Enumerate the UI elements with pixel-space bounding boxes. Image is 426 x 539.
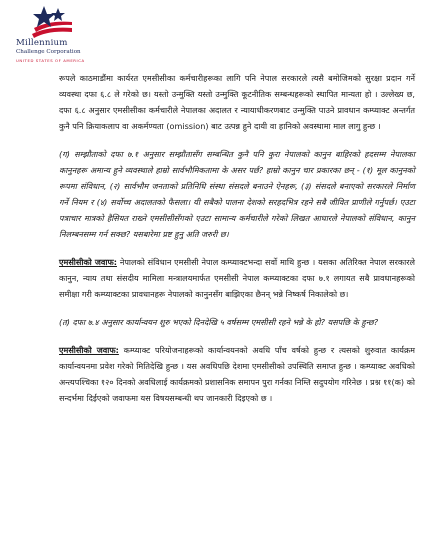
- answer-ga: [59, 254, 415, 302]
- question-ga: [59, 146, 415, 242]
- answer-text: नेपालको संविधान एमसीसी नेपाल कम्प्याक्टभन्दा सर्वो माथि हुन्छ । यसका अतिरिक्त नेपाल सरकारले कानुन, न्याय तथा संसदीय मामिला मन्त्रालयमार्फत एमसीसी नेपाल कम्प्याक्टका दफा ७.१ लगायत सबै प्रावधानहरूको समीक्षा गरी कम्प्याक्टका प्रावधानहरू नेपालको कानुनसँग बाझिएका छैनन् भन्ने निष्कर्ष निकालेको छ।: [59, 257, 415, 299]
- mcc-logo: [14, 4, 96, 66]
- answer-ta: [59, 342, 415, 406]
- answer-lead: एमसीसीको जवाफ:: [59, 257, 117, 267]
- logo-tagline: UNITED STATES OF AMERICA: [16, 58, 85, 63]
- paragraph-text: रूपले काठमाडौंमा कार्यरत एमसीसीका कर्मचारीहरूका लागि पनि नेपाल सरकारले त्यसै बमोजिमको सुरक्षा प्रदान गर्ने व्यवस्था दफा ६.८ ले गरेको छ। यस्तो उन्मुक्ति यस्तो उन्मुक्ति कूटनीतिक सम्बन्धहरूको स्थापित मान्यता हो । उल्लेख्य छ, दफा ६.८ अनुसार एमसीसीका कर्मचारीले नेपालका अदालत र न्यायाधीकरणबाट उन्मुक्ति पाउने प्रावधान कम्प्याक्ट अन्तर्गत कुनै पनि क्रियाकलाप वा अकर्मण्यता (omission) बाट उत्पन्न हुने दायी वा हानिको अवस्थामा माल लागु हुन्छ ।: [59, 73, 415, 131]
- logo-subtitle: Challenge Corporation: [16, 49, 81, 55]
- document-body: [59, 70, 415, 418]
- logo-title: Millennium: [16, 38, 68, 48]
- question-text: (त) दफा ७.४ अनुसार कार्यान्वयन शुरु भएको दिनदेखि ५ वर्षसम्म एमसीसी रहने भन्ने के हो? यसपछि के हुन्छ?: [59, 317, 378, 327]
- answer-text: कम्प्याक्ट परियोजनाहरूको कार्यान्वयनको अवधि पाँच वर्षको हुन्छ र त्यसको शुरुवात कार्यक्रम कार्यान्वयनमा प्रवेश गरेको मितिदेखि हुन्छ । यस अवधिपछि देशमा एमसीसीको उपस्थिति समाप्त हुन्छ । कम्प्याक्ट अवधिको अन्त्यपश्चिका १२० दिनको अवधिलाई कार्यक्रमको प्रशासनिक समापन पुरा गर्नका निम्ति सदुपयोग गरिनेछ । प्रश्न ११(क) को सन्दर्भमा दिईएको जवाफमा यस विषयसम्बन्धी थप जानकारी दिइएको छ ।: [59, 345, 415, 403]
- paragraph-immunity: [59, 70, 415, 134]
- question-text: (ग) सम्झौताको दफा ७.१ अनुसार सम्झौतासँग सम्बन्धित कुनै पनि कुरा नेपालको कानुन बाहिरको हदसम्म नेपालका कानुनहरू अमान्य हुने व्यवस्थाले हाम्रो सार्वभौमिकतामा के असर पर्छ? हाम्रो कानुन चार प्रकारका छन् - (१) मूल कानुनको रूपमा संविधान, (२) सार्वभौम जनताको प्रतिनिधि संस्था संसदले बनाउने ऐनहरू, (३) संसदले बनाएको सरकारले निर्माण गर्ने नियम र (४) सर्वोच्च अदालतको फैसला। यी सबैको पालना देशको सरहदभित्र रहने सबै जीवित प्राणीले गर्नुपर्छ। एउटा पत्राचार मात्रको हैसियत राख्ने एमसीसीसँगको एउटा सामान्य कर्मचारीले गरेको लिखत आधारले नेपालको संविधान, कानुन निलम्बनसम्म गर्न सक्छ? यसबारेमा प्रष्ट हुनु अति जरुरी छ।: [59, 149, 415, 239]
- flag-star-emblem-icon: [28, 4, 76, 40]
- question-ta: [59, 314, 415, 330]
- answer-lead: एमसीसीको जवाफ:: [59, 345, 119, 355]
